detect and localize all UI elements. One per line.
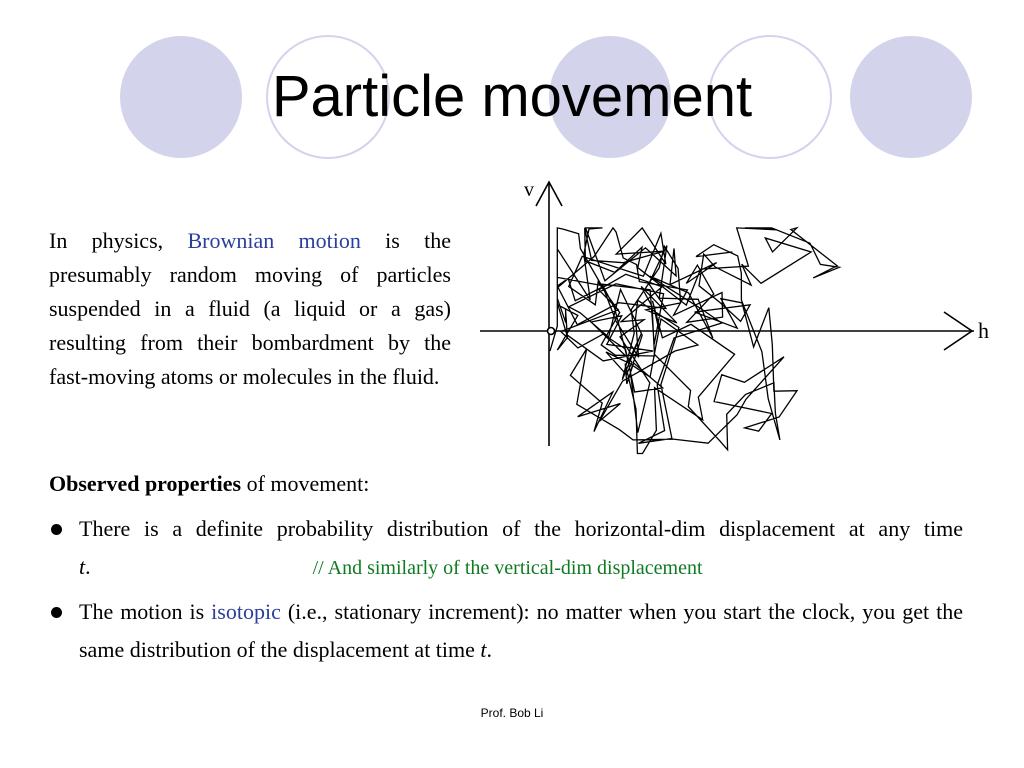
particle-trajectory bbox=[550, 228, 839, 454]
isotopic-link[interactable]: isotopic bbox=[211, 599, 281, 624]
bullet-1-comment: // And similarly of the vertical-dim displacement bbox=[312, 557, 703, 579]
bullet-2-text-middle: (i.e., stationary increment): no matter when you start the clock, you get the same distribution of the displacement at time bbox=[79, 599, 963, 662]
bullet-icon bbox=[51, 607, 62, 618]
brownian-motion-figure bbox=[478, 176, 998, 466]
properties-list bbox=[49, 510, 963, 675]
intro-text-start: In physics, bbox=[49, 228, 188, 253]
list-item bbox=[49, 510, 963, 587]
observed-properties-heading bbox=[49, 468, 969, 500]
slide-title: Particle movement bbox=[271, 64, 753, 129]
intro-text-end: is the presumably random moving of particles suspended in a fluid (a liquid or a gas) resulting from their bombardment by the fast-moving atoms or molecules in the fluid. bbox=[49, 228, 451, 389]
bullet-2-time-symbol: t bbox=[480, 637, 487, 662]
observed-properties-rest: of movement: bbox=[241, 471, 370, 496]
brownian-motion-link[interactable]: Brownian motion bbox=[187, 228, 361, 253]
observed-properties-bold: Observed properties bbox=[49, 471, 242, 496]
origin-marker bbox=[548, 328, 555, 335]
footer-author: Prof. Bob Li bbox=[480, 706, 544, 720]
bullet-1-text: There is a definite probability distribution of the horizontal-dim displacement at any time bbox=[79, 516, 963, 541]
v-axis-label: v bbox=[524, 179, 534, 201]
bullet-2-text-start: The motion is bbox=[79, 599, 212, 624]
axes bbox=[480, 182, 974, 446]
list-item bbox=[49, 593, 963, 669]
h-axis-label: h bbox=[978, 318, 989, 343]
bullet-1-time-symbol: t bbox=[79, 554, 86, 579]
bullet-1-period: . bbox=[85, 554, 91, 579]
intro-paragraph bbox=[49, 224, 451, 394]
bullet-icon bbox=[51, 524, 62, 535]
bullet-2-period: . bbox=[486, 637, 493, 662]
